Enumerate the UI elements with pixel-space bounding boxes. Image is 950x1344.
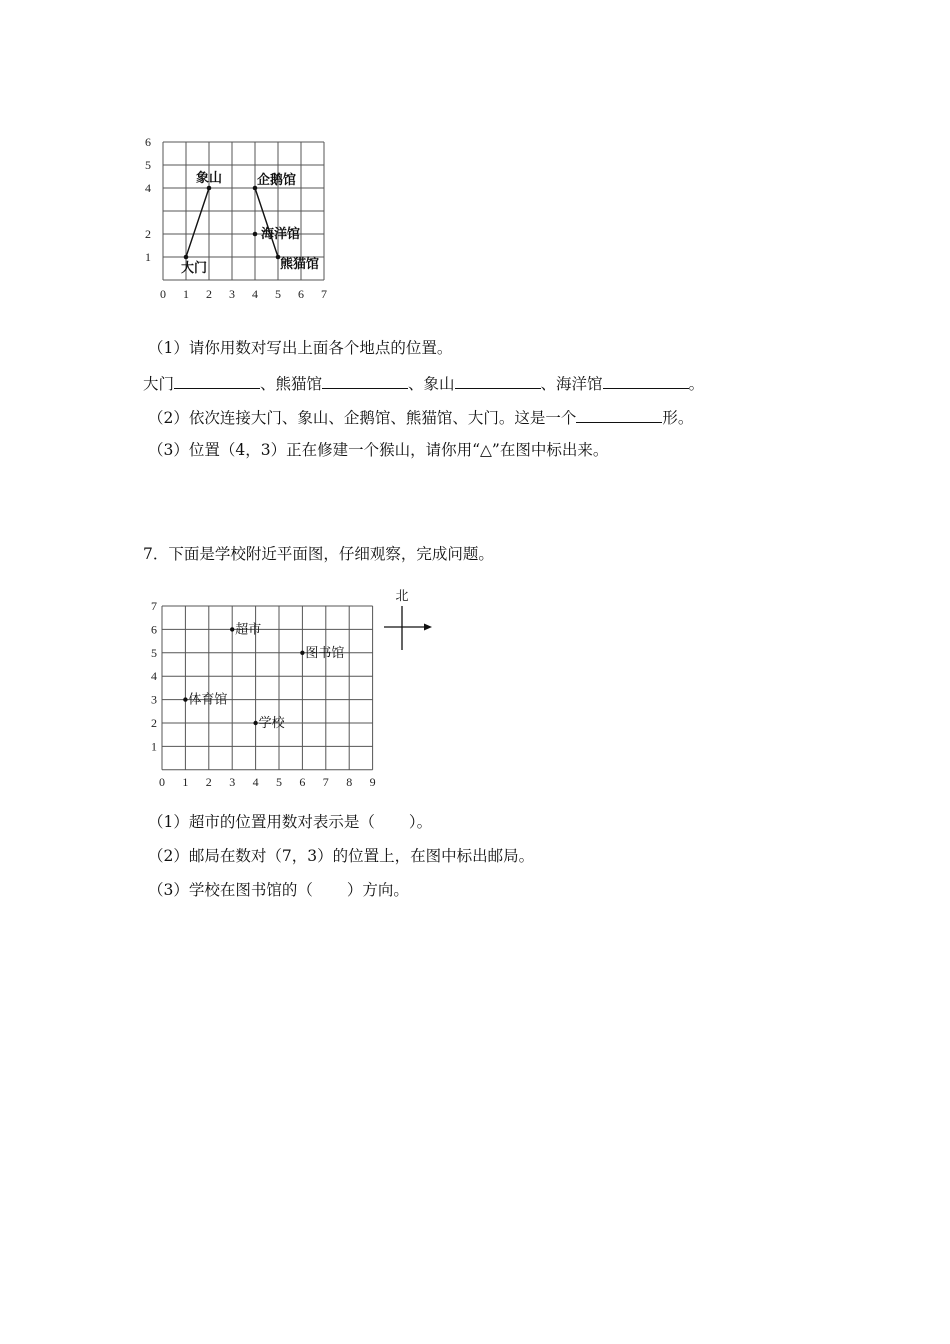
x-tick-label: 1 [182, 774, 189, 788]
compass-north-label: 北 [395, 589, 409, 604]
q7-sub3 [148, 880, 409, 900]
y-tick-label: 1 [151, 739, 157, 754]
route-line [186, 188, 209, 257]
y-tick-label: 7 [151, 599, 157, 613]
q6-sub2-suffix: 形。 [662, 409, 694, 427]
place-point [207, 186, 212, 191]
blank-xiangshan[interactable] [455, 372, 541, 389]
school-map-grid [140, 598, 390, 788]
q7-title: 7．下面是学校附近平面图，仔细观察，完成问题。 [143, 545, 494, 563]
place-label: 超市 [235, 622, 262, 638]
x-tick-label: 6 [298, 287, 304, 301]
y-tick-label: 4 [145, 181, 151, 195]
blank-damen[interactable] [174, 372, 260, 389]
q6-position-line [143, 372, 704, 394]
place-point [183, 697, 187, 701]
x-tick-label: 3 [229, 774, 236, 788]
label-end: 。 [688, 375, 705, 393]
x-tick-label: 0 [159, 774, 165, 788]
place-label: 图书馆 [305, 645, 345, 661]
y-tick-label: 2 [145, 227, 151, 241]
y-tick-label: 5 [145, 158, 151, 172]
x-tick-label: 0 [160, 287, 166, 301]
place-label: 企鹅馆 [257, 173, 297, 188]
route-line [255, 188, 278, 257]
y-tick-label: 1 [145, 250, 151, 264]
place-label: 学校 [258, 716, 285, 731]
q6-sub2 [148, 406, 693, 428]
x-tick-label: 2 [205, 774, 212, 788]
place-point [300, 651, 304, 655]
place-label: 熊猫馆 [280, 257, 320, 272]
y-tick-label: 3 [151, 692, 157, 707]
q7-sub3-suffix: ）方向。 [346, 881, 409, 899]
x-tick-label: 4 [252, 774, 259, 788]
place-point [184, 255, 189, 260]
zoo-map-grid [140, 130, 340, 315]
x-tick-label: 2 [206, 287, 212, 301]
place-point [230, 627, 234, 631]
x-tick-label: 4 [252, 287, 258, 301]
place-point [253, 232, 258, 237]
place-label: 大门 [181, 261, 208, 276]
x-tick-label: 5 [276, 774, 282, 788]
y-tick-label: 6 [145, 135, 151, 149]
x-tick-label: 9 [369, 774, 376, 788]
q7-sub1-text: （1）超市的位置用数对表示是（ [148, 813, 375, 831]
label-haiyangguan: 、海洋馆 [540, 375, 603, 393]
label-damen: 大门 [143, 375, 175, 393]
q6-sub1: （1）请你用数对写出上面各个地点的位置。 [148, 339, 453, 357]
y-tick-label: 6 [151, 622, 157, 637]
y-tick-label: 2 [151, 716, 157, 730]
place-label: 体育馆 [188, 692, 228, 708]
q7-sub3-text: （3）学校在图书馆的（ [148, 881, 313, 899]
place-label: 海洋馆 [261, 227, 301, 242]
x-tick-label: 8 [346, 774, 353, 788]
q6-sub3: （3）位置（4，3）正在修建一个猴山，请你用“△”在图中标出来。 [148, 441, 609, 459]
label-xiongmaoguan: 、熊猫馆 [260, 375, 323, 393]
y-tick-label: 5 [151, 645, 157, 660]
place-label: 象山 [195, 171, 223, 186]
x-tick-label: 6 [299, 774, 306, 788]
blank-shape[interactable] [576, 406, 662, 423]
x-tick-label: 3 [229, 287, 235, 301]
blank-xiongmaoguan[interactable] [322, 372, 408, 389]
y-tick-label: 4 [151, 669, 157, 684]
place-point [253, 721, 257, 725]
label-xiangshan: 、象山 [408, 375, 455, 393]
x-tick-label: 1 [183, 287, 189, 301]
compass-arrow-icon [424, 624, 432, 631]
x-tick-label: 7 [321, 287, 327, 301]
blank-haiyangguan[interactable] [603, 372, 689, 389]
x-tick-label: 7 [322, 774, 329, 788]
compass [380, 584, 440, 654]
x-tick-label: 5 [275, 287, 281, 301]
q7-sub2: （2）邮局在数对（7，3）的位置上，在图中标出邮局。 [148, 847, 535, 865]
q7-sub1 [148, 812, 432, 832]
q7-sub1-suffix: ）。 [408, 813, 433, 831]
q6-sub2-text: （2）依次连接大门、象山、企鹅馆、熊猫馆、大门。这是一个 [148, 409, 577, 427]
